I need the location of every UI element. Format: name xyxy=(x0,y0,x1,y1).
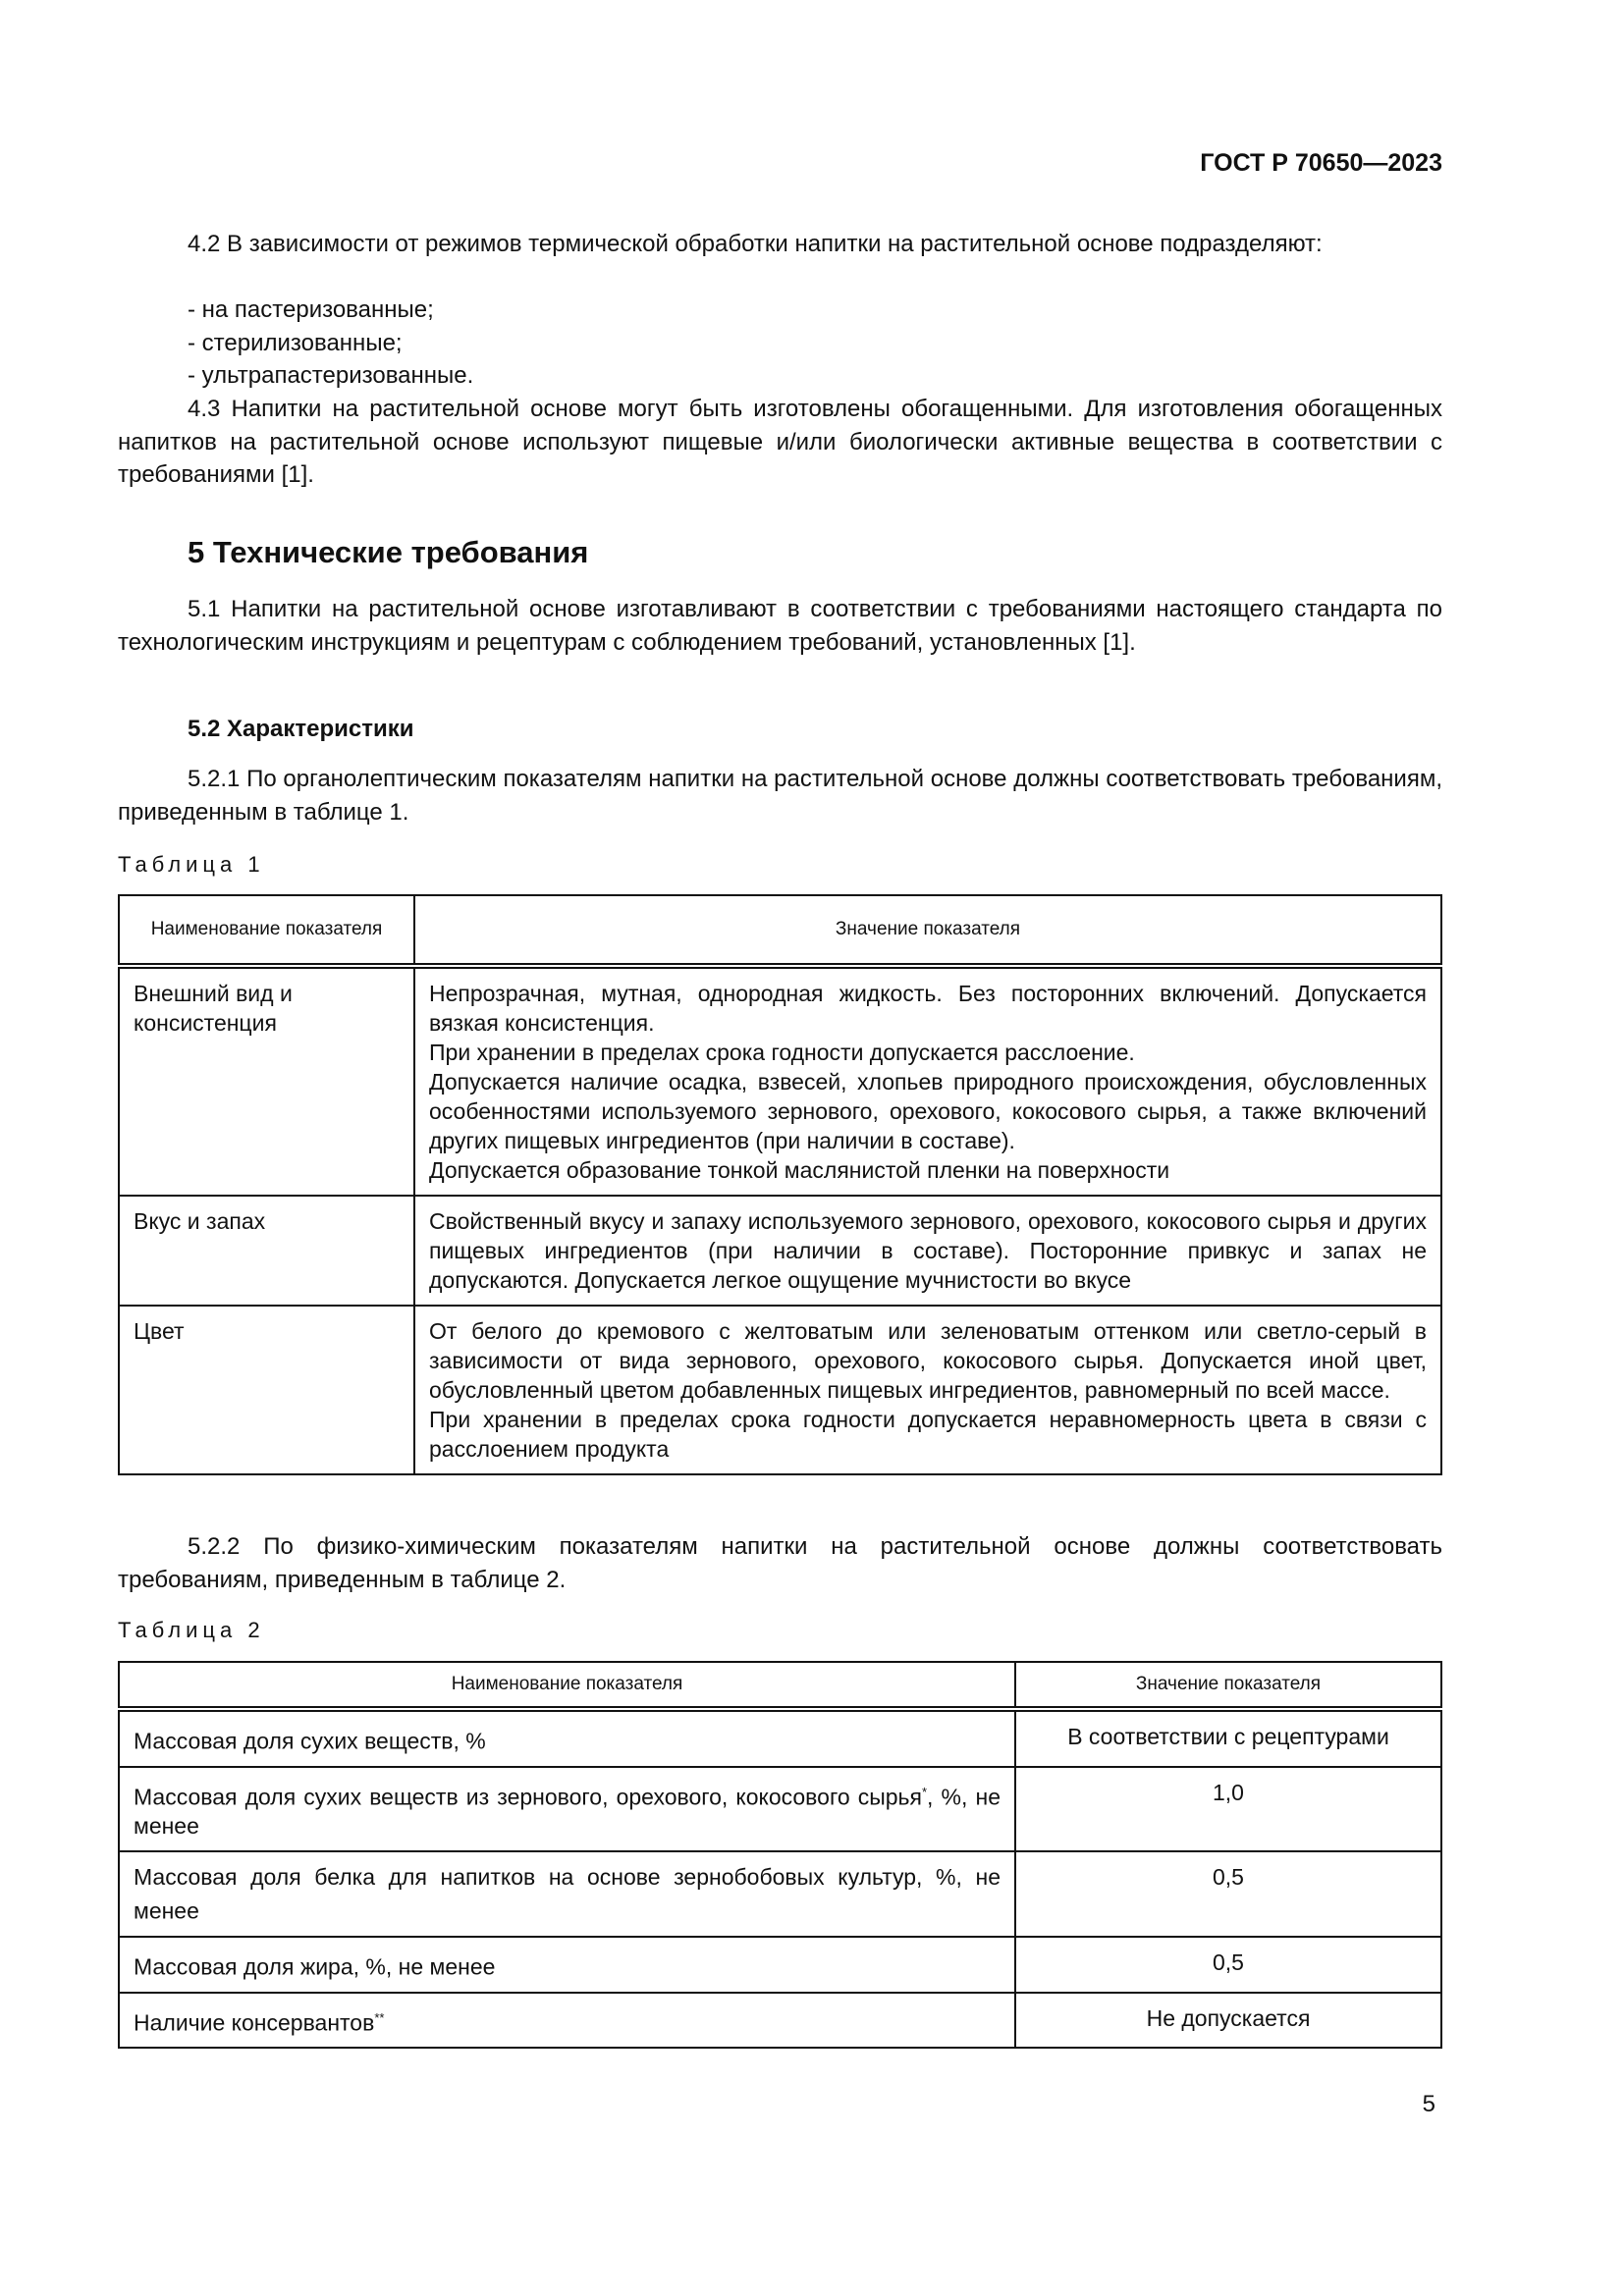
cell-name xyxy=(119,1937,1015,1993)
column-header: Значение показателя xyxy=(414,895,1441,966)
footnote-mark: ** xyxy=(374,2009,385,2025)
cell-value: 1,0 xyxy=(1015,1767,1441,1852)
cell-value: В соответствии с рецептурами xyxy=(1015,1709,1441,1767)
table-row xyxy=(119,1196,1441,1306)
table-1 xyxy=(118,894,1442,1475)
list-item: - ультрапастеризованные. xyxy=(188,362,474,389)
paragraph-5-2-2: 5.2.2 По физико-химическим показателям напитки на растительной основе должны соответствовать требованиям, приведенным в таблице 2. xyxy=(118,1533,1442,1593)
list-item: - на пастеризованные; xyxy=(188,296,434,323)
cell-name xyxy=(119,1709,1015,1767)
indicator-name: Наличие консервантов xyxy=(134,2009,375,2036)
paragraph-4-3: 4.3 Напитки на растительной основе могут быть изготовлены обогащенными. Для изготовления обогащенных напитков на растительной основе используют пищевые и/или биологически активные вещества в соответствии с требованиями [1]. xyxy=(118,396,1442,488)
cell-value xyxy=(414,1306,1441,1474)
table-row xyxy=(119,1937,1441,1993)
paragraph-4-2: 4.2 В зависимости от режимов термической обработки напитки на растительной основе подразделяют: xyxy=(188,231,1323,257)
cell-name xyxy=(119,1851,1015,1937)
indicator-name: Массовая доля сухих веществ, % xyxy=(134,1728,486,1754)
cell-name: Вкус и запах xyxy=(119,1196,414,1306)
value-line: При хранении в пределах срока годности допускается неравномерность цвета в связи с расслоением продукта xyxy=(429,1407,1427,1462)
column-header: Значение показателя xyxy=(1015,1662,1441,1709)
list-item: - стерилизованные; xyxy=(188,330,403,356)
table-row xyxy=(119,1306,1441,1474)
footnote-mark: * xyxy=(921,1784,928,1799)
cell-name: Внешний вид и консистенция xyxy=(119,966,414,1196)
indicator-name-cont: , %, не менее xyxy=(134,1784,1001,1840)
value-line: Свойственный вкусу и запаху используемого зернового, орехового, кокосового сырья и других пищевых ингредиентов (при наличии в составе). Посторонние привкус и запах не допускаются. Допускается легкое ощущение мучнистости во вкусе xyxy=(429,1208,1427,1293)
value-line: При хранении в пределах срока годности допускается расслоение. xyxy=(429,1040,1135,1065)
table-2 xyxy=(118,1661,1442,2049)
indicator-name: Массовая доля сухих веществ из зернового, орехового, кокосового сырья xyxy=(134,1784,922,1810)
table-caption: Таблица 1 xyxy=(118,852,265,877)
column-header: Наименование показателя xyxy=(119,1662,1015,1709)
table-row xyxy=(119,1767,1441,1852)
cell-value: 0,5 xyxy=(1015,1937,1441,1993)
value-line: Непрозрачная, мутная, однородная жидкость. Без посторонних включений. Допускается вязкая консистенция. xyxy=(429,981,1427,1036)
table-caption: Таблица 2 xyxy=(118,1618,265,1642)
column-header: Наименование показателя xyxy=(119,895,414,966)
cell-name xyxy=(119,1993,1015,2049)
value-line: Допускается образование тонкой маслянистой пленки на поверхности xyxy=(429,1157,1170,1183)
cell-value xyxy=(414,1196,1441,1306)
indicator-name: Массовая доля белка для напитков на основе зернобобовых культур, %, не менее xyxy=(134,1864,1001,1924)
cell-value xyxy=(414,966,1441,1196)
document-id: ГОСТ Р 70650—2023 xyxy=(1200,149,1442,177)
paragraph-5-1: 5.1 Напитки на растительной основе изготавливают в соответствии с требованиями настоящего стандарта по технологическим инструкциям и рецептурам с соблюдением требований, установленных [1]. xyxy=(118,596,1442,656)
page-number: 5 xyxy=(1422,2091,1435,2117)
cell-value: 0,5 xyxy=(1015,1851,1441,1937)
subsection-heading: 5.2 Характеристики xyxy=(188,716,414,742)
value-line: От белого до кремового с желтоватым или зеленоватым оттенком или светло-серый в зависимости от вида зернового, орехового, кокосового сырья. Допускается иной цвет, обусловленный цветом добавленных пищевых ингредиентов, равномерный по всей массе. xyxy=(429,1318,1427,1403)
value-line: Допускается наличие осадка, взвесей, хлопьев природного происхождения, обусловленных особенностями используемого зернового, орехового, кокосового сырья, а также включений других пищевых ингредиентов (при наличии в составе). xyxy=(429,1069,1427,1153)
table-row xyxy=(119,1851,1441,1937)
table-row xyxy=(119,966,1441,1196)
cell-name: Цвет xyxy=(119,1306,414,1474)
table-row xyxy=(119,1993,1441,2049)
table-row xyxy=(119,1709,1441,1767)
cell-value: Не допускается xyxy=(1015,1993,1441,2049)
section-heading: 5 Технические требования xyxy=(188,535,589,569)
paragraph-5-2-1: 5.2.1 По органолептическим показателям напитки на растительной основе должны соответствовать требованиям, приведенным в таблице 1. xyxy=(118,766,1442,826)
indicator-name: Массовая доля жира, %, не менее xyxy=(134,1953,496,1980)
cell-name xyxy=(119,1767,1015,1852)
